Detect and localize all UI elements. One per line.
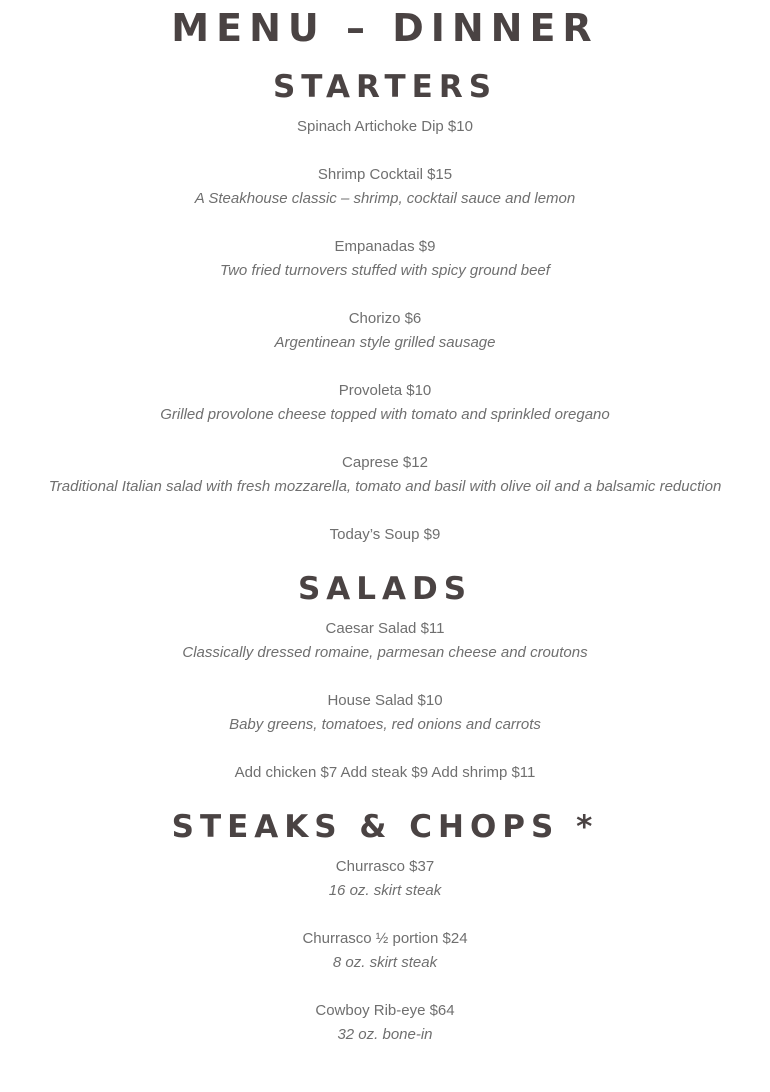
section-title-salads: SALADS — [297, 571, 473, 607]
section-title-starters: STARTERS — [272, 69, 498, 105]
item-description: Argentinean style grilled sausage — [274, 334, 496, 351]
item-name: Shrimp Cocktail $15 — [317, 166, 453, 183]
item-description: A Steakhouse classic – shrimp, cocktail sauce and lemon — [194, 190, 576, 207]
item-description: Traditional Italian salad with fresh mozzarella, tomato and basil with olive oil and a balsamic reduction — [48, 478, 722, 495]
menu-title: MENU – DINNER — [171, 6, 599, 50]
item-name: Cowboy Rib-eye $64 — [315, 1002, 455, 1019]
add-ons-line: Add chicken $7 Add steak $9 Add shrimp $11 — [234, 764, 536, 781]
item-description: Baby greens, tomatoes, red onions and carrots — [229, 716, 541, 733]
item-name: House Salad $10 — [327, 692, 443, 709]
item-name: Provoleta $10 — [338, 382, 432, 399]
item-name: Caesar Salad $11 — [325, 620, 445, 637]
item-name: Caprese $12 — [342, 454, 428, 471]
item-name: Today’s Soup $9 — [329, 526, 441, 543]
item-name: Churrasco ½ portion $24 — [302, 930, 468, 947]
item-description: 8 oz. skirt steak — [332, 954, 438, 971]
item-description: Two fried turnovers stuffed with spicy ground beef — [220, 262, 550, 279]
item-description: 32 oz. bone-in — [337, 1026, 433, 1043]
section-starters — [0, 115, 770, 547]
section-title-steaks-chops: STEAKS & CHOPS * — [171, 809, 599, 845]
item-description: 16 oz. skirt steak — [328, 882, 442, 899]
item-name: Empanadas $9 — [334, 238, 436, 255]
item-description: Grilled provolone cheese topped with tomato and sprinkled oregano — [160, 406, 610, 423]
item-name: Spinach Artichoke Dip $10 — [297, 118, 473, 135]
item-name: Chorizo $6 — [348, 310, 422, 327]
section-salads — [0, 617, 770, 785]
item-description: Classically dressed romaine, parmesan cheese and croutons — [182, 644, 588, 661]
item-name: Churrasco $37 — [335, 858, 435, 875]
section-steaks-chops — [0, 855, 770, 1047]
